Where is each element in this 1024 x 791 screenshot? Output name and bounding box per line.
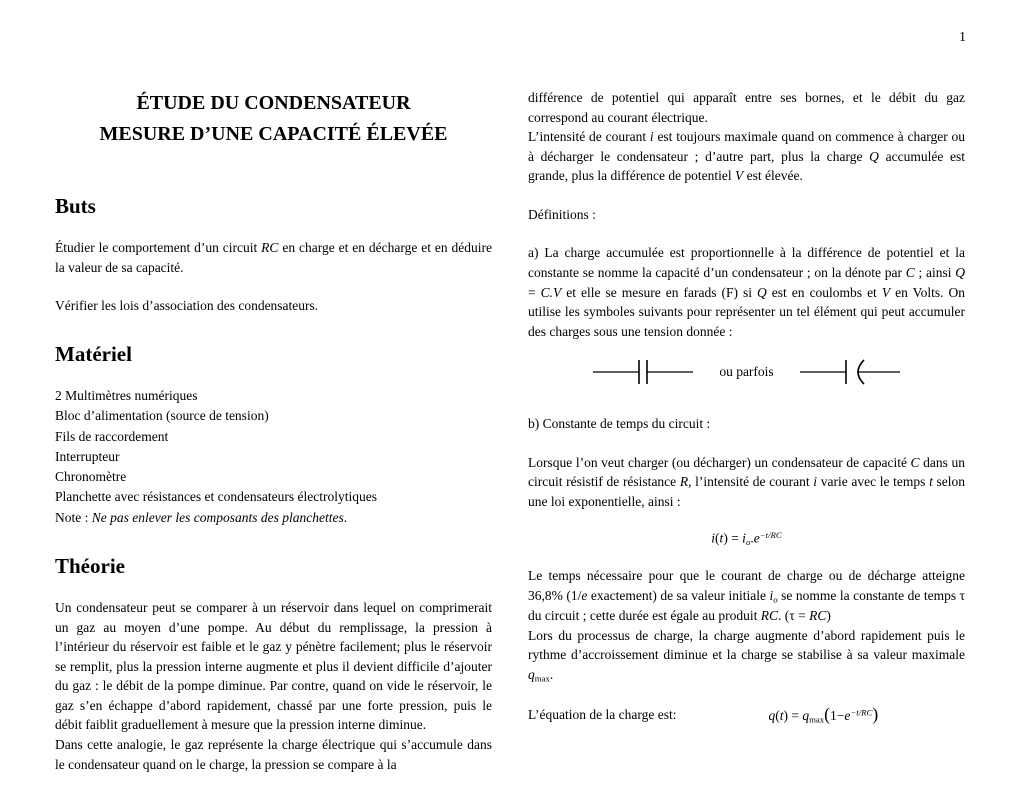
capacitor-symbol-standard-icon [593, 356, 693, 388]
right-column [528, 88, 965, 725]
time-constant-value-paragraph: Le temps nécessaire pour que le courant de charge ou de décharge atteigne 36,8% (1/e exactement) de sa valeur initiale io se nomme la constante de temps τ du circuit ; cette durée est égale au produit RC. (τ = RC) [528, 568, 965, 624]
page-number: 1 [959, 30, 966, 45]
charge-equation-row [528, 704, 965, 725]
list-item-note: Note : Ne pas enlever les composants des planchettes. [55, 509, 348, 525]
continuation-paragraph-2: L’intensité de courant i est toujours maximale quand on commence à charger ou à décharger le condensateur ; d’autre part, plus la charge Q accumulée est grande, plus la différence de potentiel V est élevée. [528, 129, 965, 184]
section-heading-buts: Buts [55, 194, 96, 218]
buts-paragraph-2: Vérifier les lois d’association des condensateurs. [55, 298, 319, 314]
definitions-label: Définitions : [528, 206, 596, 222]
section-heading-materiel: Matériel [55, 341, 132, 366]
section-heading-theorie: Théorie [55, 553, 125, 578]
list-item: Fils de raccordement [55, 428, 169, 444]
list-item: Chronomètre [55, 469, 127, 485]
document-title [55, 88, 492, 150]
title-line-2: MESURE D’UNE CAPACITÉ ÉLEVÉE [99, 123, 448, 145]
theorie-paragraph-1: Un condensateur peut se comparer à un réservoir dans lequel on comprimerait un gaz au moyen d’une pompe. Au début du remplissage, la pression à l’intérieur du réservoir est faible et le gaz y pénètre facilement; plus le réservoir se remplit, plus la pression interne augmente et plus il devient difficile d’ajouter du gaz : le débit de la pompe diminue. Par contre, quand on vide le réservoir, le gaz s’en échappe d’abord rapidement, chassé par une forte pression, puis le débit faiblit graduellement à mesure que la pression interne diminue. [55, 600, 492, 733]
time-constant-paragraph: Lorsque l’on veut charger (ou décharger) un condensateur de capacité C dans un circuit résistif de résistance R, l’intensité de courant i varie avec le temps t selon une loi exponentielle, ainsi : [528, 454, 966, 509]
left-column [55, 88, 492, 774]
list-item: 2 Multimètres numériques [55, 388, 198, 404]
continuation-paragraph-1: différence de potentiel qui apparaît entre ses bornes, et le débit du gaz correspond au courant électrique. [528, 90, 965, 125]
list-item: Interrupteur [55, 448, 120, 464]
list-item: Bloc d’alimentation (source de tension) [55, 408, 269, 424]
charge-equation-label: L’équation de la charge est: [528, 706, 677, 722]
list-item: Planchette avec résistances et condensateurs électrolytiques [55, 489, 377, 505]
symbols-separator-label: ou parfois [719, 364, 774, 380]
buts-paragraph-1: Étudier le comportement d’un circuit RC en charge et en décharge et en déduire la valeur de sa capacité. [55, 240, 492, 275]
definition-a-paragraph: a) La charge accumulée est proportionnelle à la différence de potentiel et la constante se nomme la capacité d’un condensateur ; on la dénote par C ; ainsi Q = C.V et elle se mesure en farads (F) si Q est en coulombs et V en Volts. On utilise les symboles suivants pour représenter un tel élément qui peut accumuler des charges sous une tension donnée : [528, 245, 966, 339]
capacitor-symbols-figure [528, 356, 965, 388]
title-line-1: ÉTUDE DU CONDENSATEUR [136, 92, 411, 114]
theorie-paragraph-2: Dans cette analogie, le gaz représente la charge électrique qui s’accumule dans le condensateur quand on le charge, la pression se compare à la [55, 736, 492, 772]
definition-b-label: b) Constante de temps du circuit : [528, 416, 711, 432]
charge-process-paragraph: Lors du processus de charge, la charge augmente d’abord rapidement puis le rythme d’accroissement diminue et la charge se stabilise à sa valeur maximale qmax. [528, 627, 965, 684]
charge-equation: $q(t) = qmax(1-e^{-t/RC})$ [768, 704, 879, 725]
capacitor-symbol-polarized-icon [800, 356, 900, 388]
materiel-list [55, 386, 492, 528]
current-equation: $i(t) = io.e^{-t/RC}$ [711, 530, 782, 548]
